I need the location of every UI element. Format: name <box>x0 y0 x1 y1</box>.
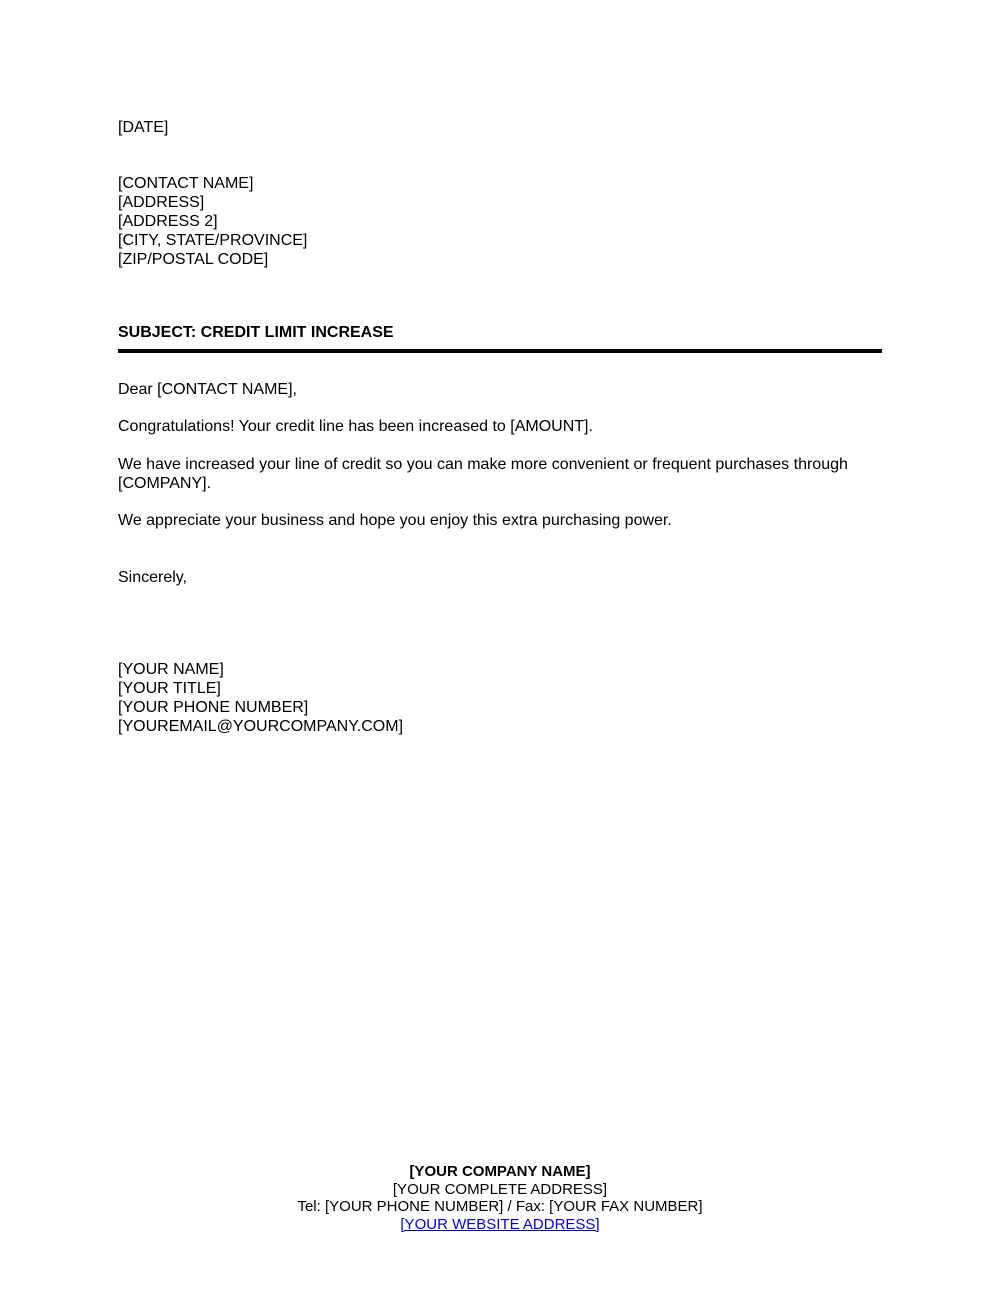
signature-email: [YOUREMAIL@YOURCOMPANY.COM] <box>118 718 404 735</box>
footer-company-name: [YOUR COMPANY NAME] <box>409 1163 591 1180</box>
paragraph-congratulations: Congratulations! Your credit line has been increased to [AMOUNT]. <box>118 418 593 435</box>
body-paragraph <box>118 455 882 493</box>
paragraph-appreciation: We appreciate your business and hope you enjoy this extra purchasing power. <box>118 512 672 529</box>
body-paragraph <box>118 417 882 436</box>
signature-phone: [YOUR PHONE NUMBER] <box>118 699 309 716</box>
recipient-address-2: [ADDRESS 2] <box>118 213 218 230</box>
subject-divider <box>118 349 882 353</box>
footer-address: [YOUR COMPLETE ADDRESS] <box>392 1180 608 1198</box>
closing <box>118 568 882 587</box>
body-paragraph <box>118 511 882 530</box>
salutation-text: Dear [CONTACT NAME], <box>118 381 297 398</box>
footer-website-link[interactable]: [YOUR WEBSITE ADDRESS] <box>400 1215 600 1233</box>
salutation <box>118 380 882 399</box>
subject-line <box>118 323 882 342</box>
closing-text: Sincerely, <box>118 569 188 586</box>
recipient-address: [ADDRESS] <box>118 194 205 211</box>
letter-date <box>118 118 882 137</box>
signature-block <box>118 660 882 736</box>
signature-title: [YOUR TITLE] <box>118 680 221 697</box>
recipient-address-block <box>118 174 882 269</box>
signature-name: [YOUR NAME] <box>118 661 224 678</box>
recipient-zip: [ZIP/POSTAL CODE] <box>118 251 269 268</box>
footer-contact: Tel: [YOUR PHONE NUMBER] / Fax: [YOUR FAX NUMBER] <box>297 1198 703 1215</box>
recipient-name: [CONTACT NAME] <box>118 175 254 192</box>
subject-text: SUBJECT: CREDIT LIMIT INCREASE <box>118 324 394 341</box>
letterhead-footer <box>0 1163 1000 1233</box>
paragraph-credit-increase: We have increased your line of credit so you can make more convenient or frequent purchases through [COMPANY]. <box>118 456 853 492</box>
date-text: [DATE] <box>118 119 169 136</box>
recipient-city-state: [CITY, STATE/PROVINCE] <box>118 232 308 249</box>
